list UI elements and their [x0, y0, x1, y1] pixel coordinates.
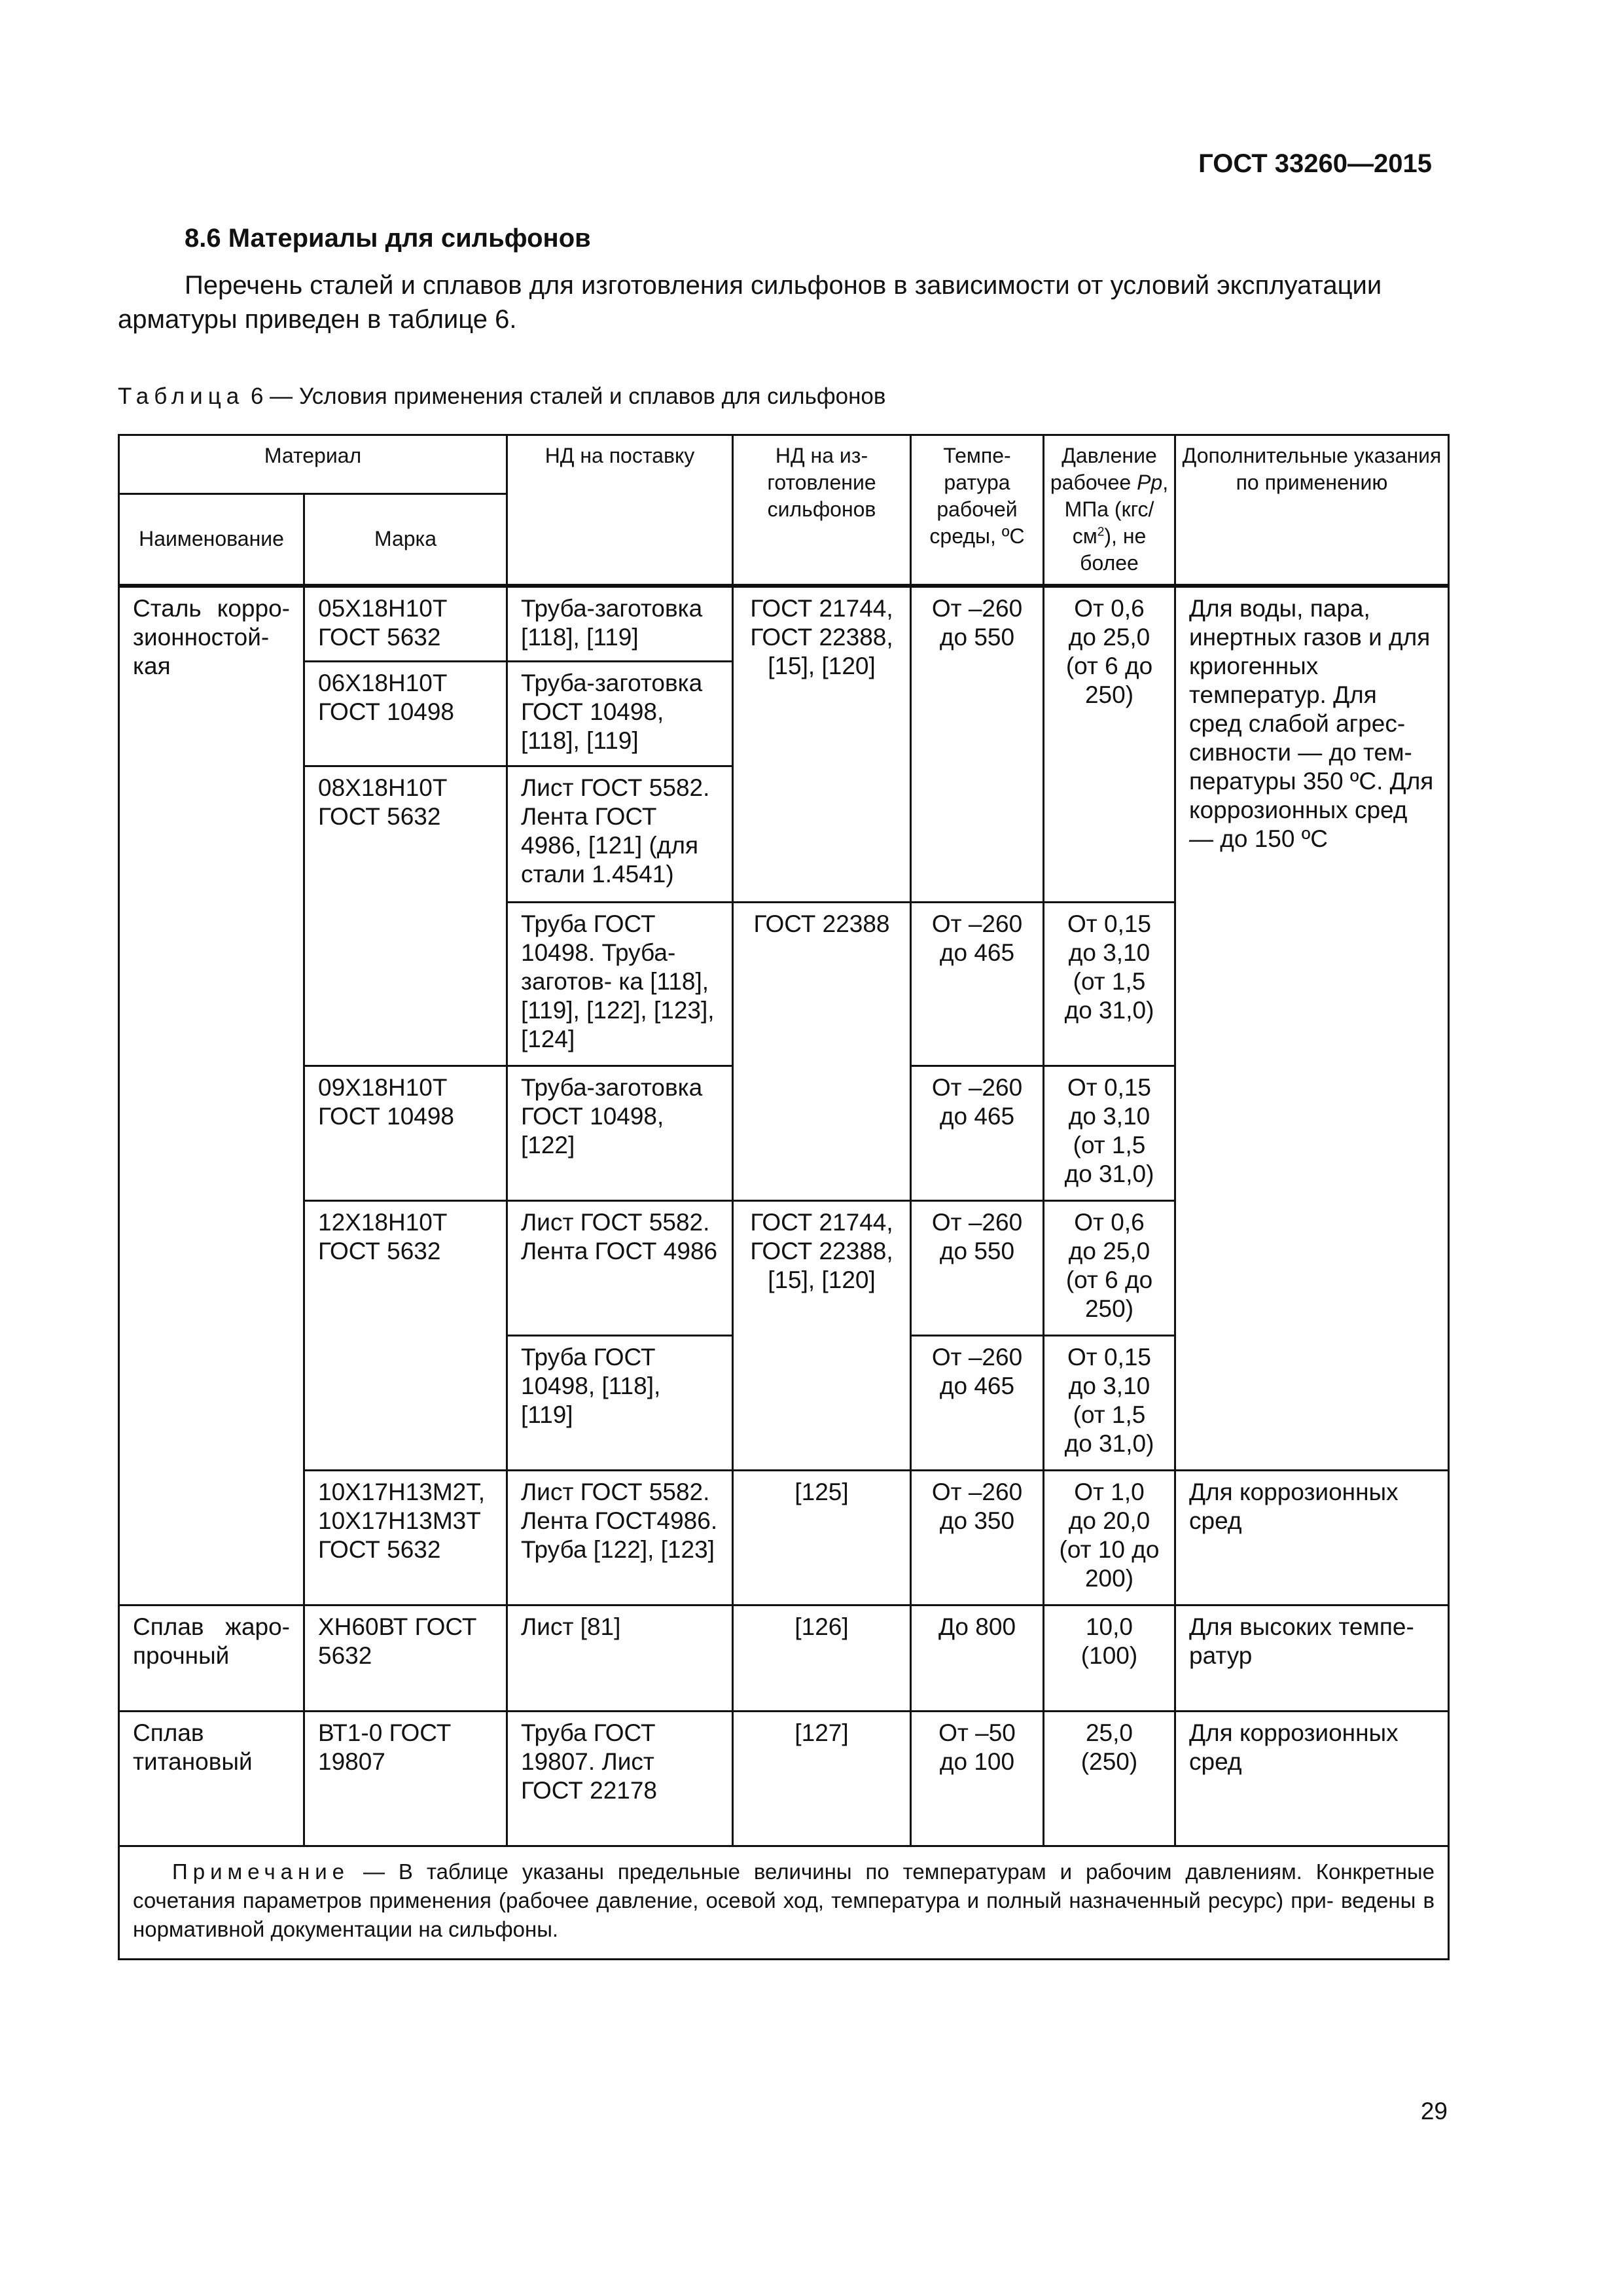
cell-nd-bellows: [127] — [733, 1712, 911, 1846]
cell-temperature: От –260 до 465 — [911, 1066, 1044, 1201]
cell-temperature: От –260 до 465 — [911, 1336, 1044, 1471]
cell-notes: Для воды, пара, инертных газов и для криогенных температур. Для сред слабой агрес- сивности — до тем- пературы 350 ºС. Для коррозионных сред — до 150 ºС — [1175, 586, 1449, 1471]
cell-nd-supply: Труба ГОСТ 19807. Лист ГОСТ 22178 — [507, 1712, 733, 1846]
caption-label: Таблица — [118, 384, 245, 409]
note-row — [119, 1846, 1449, 1960]
cell-nd-supply: Лист ГОСТ 5582. Лента ГОСТ4986. Труба [122], [123] — [507, 1471, 733, 1605]
cell-notes: Для высоких темпе- ратур — [1175, 1605, 1449, 1712]
header-material: Материал — [119, 435, 507, 494]
table-row — [119, 1712, 1449, 1846]
cell-nd-supply: Труба-заготовка ГОСТ 10498, [118], [119] — [507, 662, 733, 766]
header-temperature: Темпе- ратура рабочей среды, ºС — [911, 435, 1044, 586]
header-pressure — [1044, 435, 1175, 586]
header-row — [119, 435, 1449, 494]
cell-grade: ВТ1-0 ГОСТ 19807 — [304, 1712, 507, 1846]
cell-temperature: От –260 до 550 — [911, 1201, 1044, 1336]
cell-temperature: От –260 до 465 — [911, 903, 1044, 1066]
cell-nd-supply: Труба ГОСТ 10498, [118], [119] — [507, 1336, 733, 1471]
cell-temperature: От –260 до 550 — [911, 586, 1044, 903]
pressure-exponent: 2 — [1097, 525, 1105, 539]
intro-paragraph: Перечень сталей и сплавов для изготовления сильфонов в зависимости от условий эксплуатации арматуры приведен в таблице 6. — [118, 271, 1382, 334]
cell-notes: Для коррозионных сред — [1175, 1712, 1449, 1846]
header-notes: Дополнительные указания по применению — [1175, 435, 1449, 586]
cell-pressure: От 0,15 до 3,10 (от 1,5 до 31,0) — [1044, 1066, 1175, 1201]
table-row — [119, 1471, 1449, 1605]
cell-nd-bellows: ГОСТ 22388 — [733, 903, 911, 1201]
cell-nd-bellows: ГОСТ 21744, ГОСТ 22388, [15], [120] — [733, 586, 911, 903]
cell-nd-bellows: [126] — [733, 1605, 911, 1712]
header-nd-supply: НД на поставку — [507, 435, 733, 586]
cell-nd-bellows: ГОСТ 21744, ГОСТ 22388, [15], [120] — [733, 1201, 911, 1471]
cell-nd-supply: Труба-заготовка ГОСТ 10498, [122] — [507, 1066, 733, 1201]
cell-temperature: До 800 — [911, 1605, 1044, 1712]
cell-pressure: 25,0 (250) — [1044, 1712, 1175, 1846]
cell-grade: ХН60ВТ ГОСТ 5632 — [304, 1605, 507, 1712]
cell-grade: 06Х18Н10Т ГОСТ 10498 — [304, 662, 507, 766]
cell-notes: Для коррозионных сред — [1175, 1471, 1449, 1605]
cell-name: Сплав титановый — [119, 1712, 304, 1846]
cell-grade: 10Х17Н13М2Т, 10Х17Н13М3Т ГОСТ 5632 — [304, 1471, 507, 1605]
cell-nd-supply: Труба ГОСТ 10498. Труба-заготов- ка [118], [119], [122], [123], [124] — [507, 903, 733, 1066]
note-text: — В таблице указаны предельные величины по температурам и рабочим давлениям. Конкретные сочетания параметров применения (рабочее давление, осевой ход, температура и полный назначенный ресурс) при- ведены в нормативной документации на сильфоны. — [133, 1859, 1435, 1941]
caption-text: 6 — Условия применения сталей и сплавов для сильфонов — [250, 384, 886, 409]
note-label: Примечание — [172, 1859, 350, 1884]
table-caption — [118, 384, 885, 410]
pressure-symbol: Рр — [1137, 471, 1163, 494]
pressure-limit: ), не более — [1080, 524, 1147, 575]
page-number: 29 — [1420, 2098, 1448, 2125]
cell-grade: 09Х18Н10Т ГОСТ 10498 — [304, 1066, 507, 1201]
cell-pressure: От 0,6 до 25,0 (от 6 до 250) — [1044, 586, 1175, 903]
cell-grade: 12Х18Н10Т ГОСТ 5632 — [304, 1201, 507, 1471]
header-nd-bellows: НД на из- готовление сильфонов — [733, 435, 911, 586]
cell-pressure: От 1,0 до 20,0 (от 10 до 200) — [1044, 1471, 1175, 1605]
cell-nd-supply: Труба-заготовка [118], [119] — [507, 586, 733, 662]
cell-pressure: От 0,15 до 3,10 (от 1,5 до 31,0) — [1044, 1336, 1175, 1471]
cell-pressure: От 0,15 до 3,10 (от 1,5 до 31,0) — [1044, 903, 1175, 1066]
cell-name: Сталь корро- зионностой- кая — [119, 586, 304, 1605]
document-code: ГОСТ 33260—2015 — [1198, 149, 1432, 178]
cell-name: Сплав жаро- прочный — [119, 1605, 304, 1712]
materials-table — [118, 434, 1450, 1960]
pressure-label: Давление рабочее — [1050, 444, 1157, 494]
table-row — [119, 1605, 1449, 1712]
cell-grade: 08Х18Н10Т ГОСТ 5632 — [304, 766, 507, 1066]
table-row — [119, 586, 1449, 662]
cell-nd-supply: Лист ГОСТ 5582. Лента ГОСТ 4986 — [507, 1201, 733, 1336]
cell-pressure: От 0,6 до 25,0 (от 6 до 250) — [1044, 1201, 1175, 1336]
cell-nd-supply: Лист ГОСТ 5582. Лента ГОСТ 4986, [121] (для стали 1.4541) — [507, 766, 733, 903]
cell-temperature: От –50 до 100 — [911, 1712, 1044, 1846]
cell-nd-supply: Лист [81] — [507, 1605, 733, 1712]
cell-nd-bellows: [125] — [733, 1471, 911, 1605]
section-title: 8.6 Материалы для сильфонов — [185, 224, 591, 253]
cell-grade: 05Х18Н10Т ГОСТ 5632 — [304, 586, 507, 662]
cell-temperature: От –260 до 350 — [911, 1471, 1044, 1605]
header-name: Наименование — [119, 494, 304, 586]
cell-pressure: 10,0 (100) — [1044, 1605, 1175, 1712]
pressure-unit: , МПа (кгс/см — [1064, 471, 1169, 548]
header-grade: Марка — [304, 494, 507, 586]
table-note — [119, 1846, 1449, 1960]
